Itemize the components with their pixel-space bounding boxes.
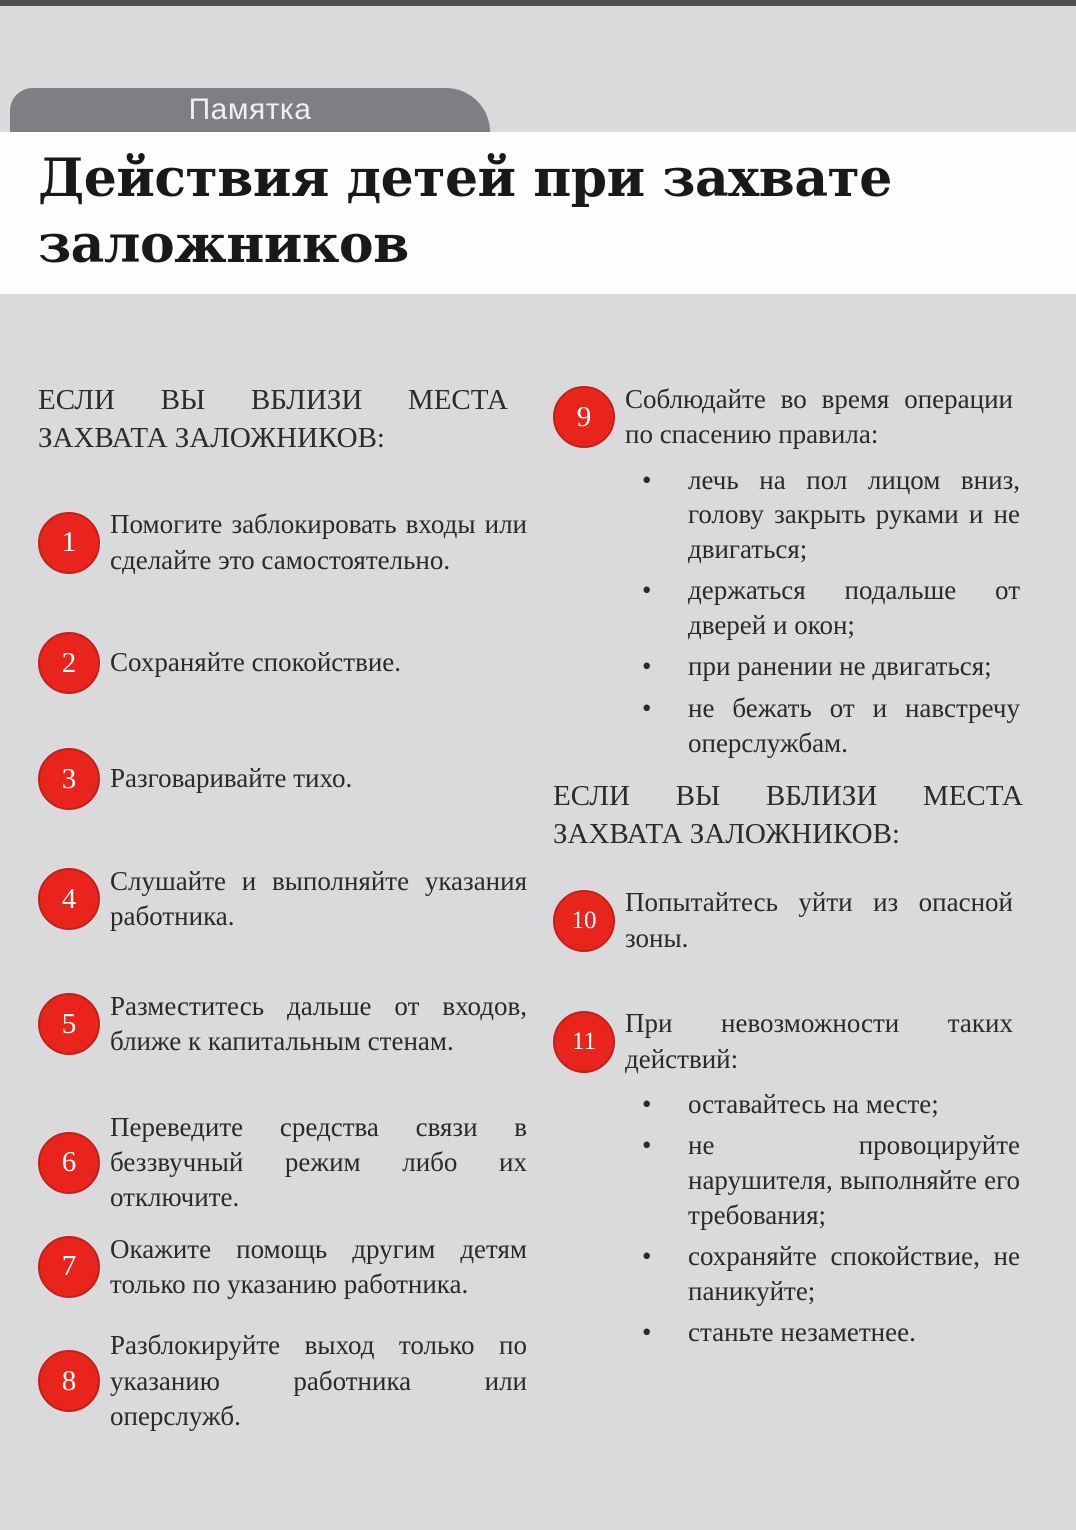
item-number-badge xyxy=(38,1236,100,1298)
item-number: 5 xyxy=(61,1007,77,1040)
bullet-item xyxy=(640,1239,1042,1308)
memo-tab-label: Памятка xyxy=(188,93,312,126)
numbered-item-11 xyxy=(553,1006,1042,1077)
numbered-item-7 xyxy=(38,1232,527,1303)
item-number: 11 xyxy=(571,1028,597,1056)
item-text: Разместитесь дальше от входов, ближе к капитальным стенам. xyxy=(110,990,527,1057)
item-number-badge xyxy=(38,1132,100,1194)
bullet-item xyxy=(640,691,1042,760)
bullet-item xyxy=(640,1315,1042,1350)
numbered-item-8 xyxy=(38,1328,527,1434)
item-text: Окажите помощь другим детям только по указанию работника. xyxy=(110,1233,527,1299)
item-text: При невозможности таких действий: xyxy=(625,1008,1013,1074)
bullet-icon: • xyxy=(642,1241,652,1272)
item-text: Слушайте и выполняйте указания работника. xyxy=(110,866,527,932)
bullet-icon: • xyxy=(642,575,652,606)
item-text: Помогите заблокировать входы или сделайте это самостоятельно. xyxy=(110,509,527,575)
item-text: Попытайтесь уйти из опасной зоны. xyxy=(625,887,1013,953)
memo-tab xyxy=(10,88,490,132)
numbered-item-10 xyxy=(553,885,1042,956)
numbered-item-1 xyxy=(38,507,527,578)
item-text: Разговаривайте тихо. xyxy=(110,763,353,794)
bullet-item xyxy=(640,1128,1042,1232)
item-number-badge xyxy=(38,632,100,694)
bullet-icon: • xyxy=(642,1130,652,1161)
bullet-icon: • xyxy=(642,693,652,723)
numbered-item-4 xyxy=(38,864,527,935)
bullet-item xyxy=(640,573,1042,642)
item-number-badge xyxy=(553,386,615,448)
right-heading: ЕСЛИ ВЫ ВБЛИЗИ МЕСТА ЗАХВАТА ЗАЛОЖНИКОВ: xyxy=(553,780,1023,850)
bullet-list xyxy=(640,463,1042,760)
numbered-item-9 xyxy=(553,382,1042,453)
item-number-badge xyxy=(38,512,100,574)
column-left xyxy=(38,382,527,1434)
item-number: 2 xyxy=(61,646,77,679)
numbered-item-2 xyxy=(38,632,527,694)
item-number-badge xyxy=(553,1011,615,1073)
title-band xyxy=(0,132,1076,294)
item-number-badge xyxy=(38,1350,100,1412)
item-number-badge xyxy=(553,890,615,952)
item-number-badge xyxy=(38,993,100,1055)
item-number: 3 xyxy=(61,762,77,795)
content xyxy=(0,294,1076,1434)
bullet-text: не провоцируйте нарушителя, выполняйте его требования; xyxy=(688,1130,1020,1230)
item-number: 6 xyxy=(61,1146,77,1179)
item-text: Переведите средства связи в беззвучный режим либо их отключите. xyxy=(110,1111,527,1213)
numbered-item-5 xyxy=(38,989,527,1060)
bullet-item xyxy=(640,463,1042,567)
bullet-icon: • xyxy=(642,464,652,495)
bullet-icon: • xyxy=(642,1088,652,1119)
item-text: Сохраняйте спокойствие. xyxy=(110,647,402,678)
page-title: Действия детей при захвате заложников xyxy=(38,148,892,276)
item-number: 9 xyxy=(576,400,592,433)
item-number-badge xyxy=(38,868,100,930)
bullet-icon: • xyxy=(642,651,652,682)
item-number: 7 xyxy=(61,1250,77,1283)
item-number: 4 xyxy=(61,882,77,915)
item-number: 10 xyxy=(571,907,597,935)
numbered-item-6 xyxy=(38,1110,527,1216)
bullet-text: не бежать от и навстречу оперслужбам. xyxy=(688,693,1020,758)
item-text: Разблокируйте выход только по указанию работника или оперслужб. xyxy=(110,1330,527,1432)
bullet-text: оставайтесь на месте; xyxy=(688,1088,939,1119)
item-number-badge xyxy=(38,748,100,810)
bullet-item xyxy=(640,649,1042,684)
bullet-text: при ранении не двигаться; xyxy=(688,651,992,682)
section-if-impossible xyxy=(553,1006,1042,1350)
bullet-icon: • xyxy=(642,1317,652,1348)
bullet-text: лечь на пол лицом вниз, голову закрыть руками и не двигаться; xyxy=(688,464,1020,564)
bullet-text: сохраняйте спокойствие, не паникуйте; xyxy=(688,1241,1020,1306)
top-strip xyxy=(0,0,1076,6)
left-heading: ЕСЛИ ВЫ ВБЛИЗИ МЕСТА ЗАХВАТА ЗАЛОЖНИКОВ: xyxy=(38,384,508,454)
bullet-text: держаться подальше от дверей и окон; xyxy=(688,575,1020,640)
item-number: 8 xyxy=(61,1364,77,1397)
item-number: 1 xyxy=(61,526,77,559)
section-rescue-rules xyxy=(553,382,1042,760)
bullet-text: станьте незаметнее. xyxy=(688,1317,916,1348)
numbered-item-3 xyxy=(38,748,527,810)
bullet-item xyxy=(640,1087,1042,1122)
bullet-list xyxy=(640,1087,1042,1350)
column-right xyxy=(553,382,1042,1434)
item-text: Соблюдайте во время операции по спасению правила: xyxy=(625,384,1013,450)
